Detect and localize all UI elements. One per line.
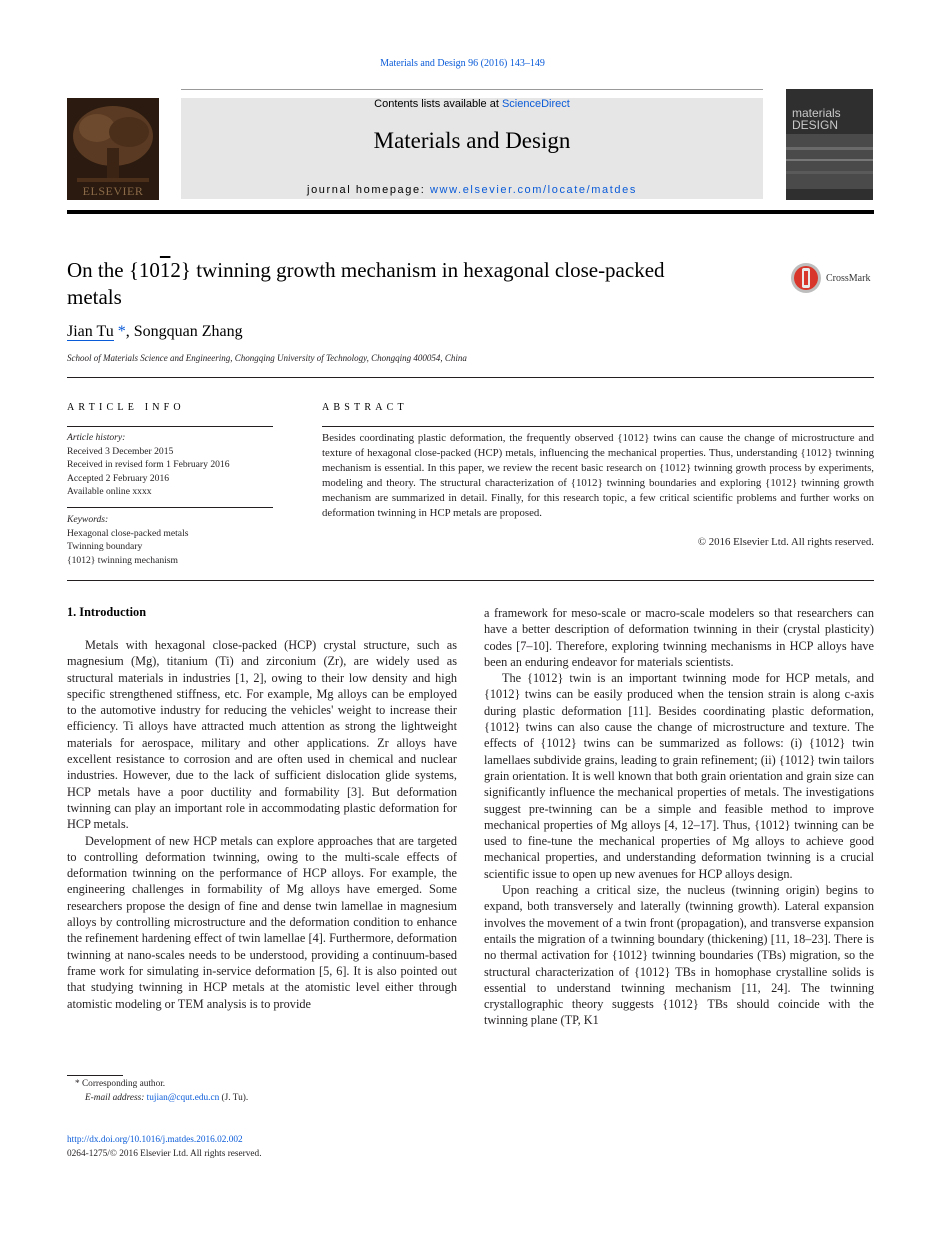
author-1[interactable]: Jian Tu bbox=[67, 323, 114, 340]
affiliation: School of Materials Science and Engineering, Chongqing University of Technology, Chongqing 400054, China bbox=[67, 353, 467, 363]
keyword-item: {1012} twinning mechanism bbox=[67, 554, 178, 566]
doi-block bbox=[67, 1134, 262, 1161]
article-title bbox=[67, 257, 707, 311]
abstract-copyright: © 2016 Elsevier Ltd. All rights reserved. bbox=[697, 536, 874, 548]
history-received: Received 3 December 2015 bbox=[67, 445, 174, 457]
paragraph: Metals with hexagonal close-packed (HCP) crystal structure, such as magnesium (Mg), titanium (Ti) and zirconium (Zr), are widely used as structural materials in industries [1, 2], owing to their low density and high specific strengthened stiffness, etc. For example, Mg alloys can be employed to the automotive industry for reducing the vehicles' weight to increase their efficiency. Ti alloys have attracted much attention as strong the lightweight materials for aerospace, military and other applications. Zr alloys have excellent resistance to corrosion and are often used in chemical and nuclear industries. However, due to the lack of sufficient dislocation glide systems, HCP metals have a poor ductility and formability [3]. But deformation twinning can play an important role in accommodating plastic deformation for HCP metals. bbox=[67, 638, 457, 832]
homepage-link[interactable]: www.elsevier.com/locate/matdes bbox=[430, 184, 637, 196]
cover-title-1: materials bbox=[792, 106, 841, 120]
title-part2: 2} twinning growth mechanism in hexagonal close-packed metals bbox=[67, 258, 665, 309]
keywords-rule bbox=[67, 507, 273, 508]
body-column-right bbox=[484, 605, 874, 1029]
crossmark-label: CrossMark bbox=[826, 272, 871, 284]
history-label: Article history: bbox=[67, 432, 126, 443]
body-column-left bbox=[67, 637, 457, 1012]
corresponding-mark[interactable]: * bbox=[117, 323, 126, 340]
journal-cover bbox=[786, 89, 873, 200]
title-overbar: 1 bbox=[159, 258, 171, 282]
homepage-line bbox=[181, 184, 763, 196]
crossmark-icon bbox=[790, 262, 822, 294]
article-info-rule bbox=[67, 426, 273, 427]
abstract-text: Besides coordinating plastic deformation, the frequently observed {1012} twins can cause the change of microstructure and texture of hexagonal close-packed (HCP) metals, influencing the mechanical properties. Thus, understanding {1012} twinning mechanism is essential. In this paper, we review the recent basic research on {1012} twinning growth process by experiments, modeling and theory. The structural characterization of {1012} twinning boundaries and exploring {1012} twinning growth mechanism are summarized in detail. Finally, for this research topic, a few critical scientific problems and further works on deformation twinning in HCP metals are proposed. bbox=[322, 432, 874, 519]
keyword-item: Twinning boundary bbox=[67, 541, 143, 552]
keywords bbox=[67, 513, 273, 567]
sciencedirect-link[interactable]: ScienceDirect bbox=[501, 98, 570, 110]
journal-name: Materials and Design bbox=[373, 128, 571, 153]
keywords-label: Keywords: bbox=[67, 514, 109, 525]
doi-link[interactable]: http://dx.doi.org/10.1016/j.matdes.2016.02.002 bbox=[67, 1135, 243, 1145]
abstract-heading: ABSTRACT bbox=[322, 402, 408, 413]
divider-top bbox=[67, 377, 874, 378]
paragraph: a framework for meso-scale or macro-scale modelers so that researchers can have a better description of deformation twinning in their (crystal plasticity) codes [7–10]. Therefore, exploring twinning mechanisms in HCP alloys have been an enduring endeavor for materials scientists. bbox=[484, 606, 874, 669]
journal-banner bbox=[181, 98, 763, 199]
header-rule bbox=[67, 210, 874, 214]
cover-title-2: DESIGN bbox=[792, 118, 839, 132]
paragraph: Development of new HCP metals can explore approaches that are targeted to controlling deformation twinning, owing to the multi-scale effects of deformation twinning on the performance of HCP alloys. For example, the engineering challenges in formability of Mg alloys have emerged. Some researchers propose the design of fine and dense twin lamellae in magnesium alloys by controlling microstructure and the deformation condition to enhance the refinement hardening effect of twin lamellae [4]. Furthermore, deformation twinning at nano-scales needs to be understood, providing a continuum-based frame work for simulating in-service deformation [5, 6]. It is also pointed out that studying twinning in HCP metals at the atomistic level either through atomistic modeling or TEM analysis is to provide bbox=[67, 833, 457, 1011]
article-history bbox=[67, 431, 273, 499]
footnote-mark: * bbox=[75, 1079, 80, 1089]
contents-line bbox=[181, 98, 763, 110]
history-accepted: Accepted 2 February 2016 bbox=[67, 472, 170, 484]
history-revised: Received in revised form 1 February 2016 bbox=[67, 459, 230, 470]
article-info-heading: ARTICLE INFO bbox=[67, 402, 185, 413]
divider-bottom bbox=[67, 580, 874, 581]
elsevier-logo bbox=[67, 98, 159, 200]
elsevier-wordmark: ELSEVIER bbox=[82, 184, 144, 198]
journal-citation[interactable]: Materials and Design 96 (2016) 143–149 bbox=[380, 58, 545, 69]
contents-prefix: Contents lists available at bbox=[374, 98, 502, 110]
corresponding-author-note: Corresponding author. bbox=[81, 1079, 166, 1089]
authors bbox=[67, 323, 243, 341]
banner-top-line bbox=[181, 89, 763, 90]
cover-title bbox=[792, 107, 841, 131]
crossmark-button[interactable] bbox=[790, 262, 870, 294]
email-link[interactable]: tujian@cqut.edu.cn bbox=[146, 1092, 220, 1103]
abstract-rule bbox=[322, 426, 874, 427]
keyword-item: Hexagonal close-packed metals bbox=[67, 527, 189, 539]
email-label: E-mail address: bbox=[85, 1092, 147, 1103]
author-separator: , bbox=[125, 323, 134, 340]
footnote bbox=[67, 1078, 248, 1105]
history-online: Available online xxxx bbox=[67, 486, 152, 497]
homepage-prefix: journal homepage: bbox=[307, 184, 431, 196]
issn-line: 0264-1275/© 2016 Elsevier Ltd. All rights reserved. bbox=[67, 1148, 262, 1159]
paragraph: Upon reaching a critical size, the nucleus (twinning origin) begins to expand, both transversely and laterally (twinning growth). Lateral expansion involves the movement of a twin front (propagation), and transverse expansion entails the migration of a twinning boundary (thickening) [11, 18–23]. There is no thermal activation for {1012} twinning boundaries (TBs) migration, so the structural characterization of {1012} TBs in homophase crystalline solids is essential to understand twinning mechanism [11, 24]. The twinning crystallographic theory suggests {1012} TBs should coincide with the twinning plane (TP, K1 bbox=[484, 883, 874, 1028]
title-part1: On the {10 bbox=[67, 258, 160, 282]
email-suffix: (J. Tu). bbox=[219, 1092, 249, 1103]
footnote-rule bbox=[67, 1075, 123, 1076]
section-heading-introduction: 1. Introduction bbox=[67, 605, 147, 619]
paragraph: The {1012} twin is an important twinning mode for HCP metals, and {1012} twins can be easily produced when the tension strain is along c-axis during plastic deformation [11]. Besides coordinating plastic deformation, {1012} twins can also cause the change of microstructure and texture. The effects of {1012} twins can be summarized as follows: (i) {1012} twin lamellaes subdivide grains, leading to grain refinement; (ii) {1012} twin tailors grain orientation. It is well known that both grain orientation and grain size can significantly influence the mechanical properties of metals. The investigations suggest pre-twinning can be a simple and feasible method to improve mechanical properties of Mg alloys [4, 12–17]. Thus, {1012} twinning can be used to fine-tune the mechanical properties of Mg alloys to achieve good mechanical properties, and understanding deformation twinning is a crucial scientific issue to open up new avenues for HCP alloys design. bbox=[484, 671, 874, 881]
author-2: Songquan Zhang bbox=[133, 323, 243, 340]
